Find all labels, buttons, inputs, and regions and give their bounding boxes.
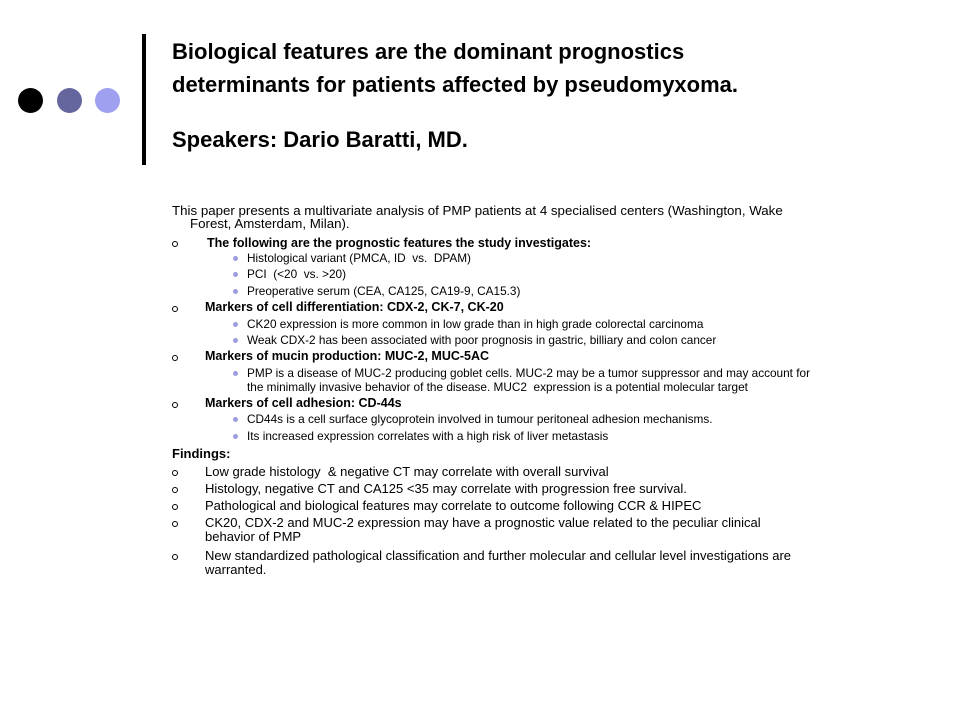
- finding-item: Low grade histology & negative CT may correlate with overall survival: [205, 464, 609, 479]
- bullet-ring-icon: [172, 487, 178, 493]
- slide-speaker: Speakers: Dario Baratti, MD.: [172, 127, 468, 152]
- list-item: Histological variant (PMCA, ID vs. DPAM): [247, 251, 471, 265]
- bullet-dot-icon: [233, 338, 238, 343]
- findings-heading: Findings:: [172, 446, 231, 461]
- slide-title-line-1: Biological features are the dominant prognostics: [172, 39, 685, 64]
- list-item: Preoperative serum (CEA, CA125, CA19-9, CA15.3): [247, 284, 521, 298]
- decor-circle-light: [95, 88, 120, 113]
- slide-title-line-2: determinants for patients affected by pseudomyxoma.: [172, 72, 739, 97]
- list-item: CK20 expression is more common in low grade than in high grade colorectal carcinoma: [247, 317, 704, 331]
- bullet-dot-icon: [233, 272, 238, 277]
- bullet-dot-icon: [233, 289, 238, 294]
- list-item: CD44s is a cell surface glycoprotein involved in tumour peritoneal adhesion mechanisms.: [247, 412, 713, 426]
- intro-line-1: This paper presents a multivariate analysis of PMP patients at 4 specialised centers (Washington, Wake: [172, 203, 783, 218]
- decor-circle-mid: [57, 88, 82, 113]
- intro-line-2: Forest, Amsterdam, Milan).: [190, 216, 350, 231]
- bullet-ring-icon: [172, 504, 178, 510]
- finding-item-continuation: warranted.: [205, 562, 267, 577]
- bullet-ring-icon: [172, 241, 178, 247]
- section-heading: Markers of cell differentiation: CDX-2, CK-7, CK-20: [205, 300, 504, 314]
- section-heading: Markers of cell adhesion: CD-44s: [205, 396, 402, 410]
- finding-item: CK20, CDX-2 and MUC-2 expression may have a prognostic value related to the peculiar clinical: [205, 515, 761, 530]
- decor-circle-dark: [18, 88, 43, 113]
- bullet-ring-icon: [172, 402, 178, 408]
- bullet-ring-icon: [172, 554, 178, 560]
- bullet-dot-icon: [233, 256, 238, 261]
- section-heading: The following are the prognostic features the study investigates:: [207, 236, 592, 250]
- bullet-dot-icon: [233, 434, 238, 439]
- list-item-continuation: the minimally invasive behavior of the disease. MUC2 expression is a potential molecular target: [247, 380, 748, 394]
- title-divider: [142, 34, 146, 165]
- finding-item: New standardized pathological classification and further molecular and cellular level investigations are: [205, 548, 792, 563]
- list-item: Its increased expression correlates with a high risk of liver metastasis: [247, 429, 609, 443]
- bullet-dot-icon: [233, 417, 238, 422]
- list-item: PCI (<20 vs. >20): [247, 267, 347, 281]
- bullet-dot-icon: [233, 371, 238, 376]
- finding-item-continuation: behavior of PMP: [205, 529, 302, 544]
- bullet-dot-icon: [233, 322, 238, 327]
- bullet-ring-icon: [172, 355, 178, 361]
- section-heading: Markers of mucin production: MUC-2, MUC-5AC: [205, 349, 490, 363]
- finding-item: Histology, negative CT and CA125 <35 may correlate with progression free survival.: [205, 481, 687, 496]
- list-item: PMP is a disease of MUC-2 producing goblet cells. MUC-2 may be a tumor suppressor and may account for: [247, 366, 811, 380]
- bullet-ring-icon: [172, 306, 178, 312]
- bullet-ring-icon: [172, 470, 178, 476]
- list-item: Weak CDX-2 has been associated with poor prognosis in gastric, billiary and colon cancer: [247, 333, 717, 347]
- finding-item: Pathological and biological features may correlate to outcome following CCR & HIPEC: [205, 498, 702, 513]
- bullet-ring-icon: [172, 521, 178, 527]
